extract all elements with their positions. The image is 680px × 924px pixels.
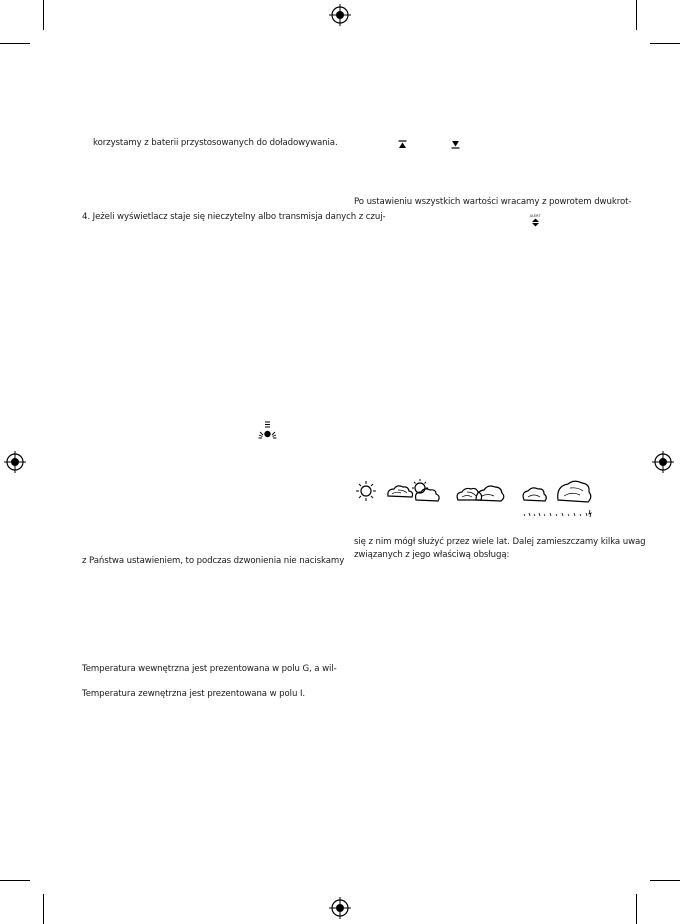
- rain-cloud-icon: [523, 488, 546, 501]
- registration-mark-icon: [4, 451, 26, 473]
- sun-cloud-icon: [388, 479, 439, 501]
- text-line-battery: korzystamy z baterii przystosowanych do doładowywania.: [93, 138, 338, 148]
- crop-mark: [636, 0, 637, 30]
- registration-mark-icon: [652, 451, 674, 473]
- sun-icon: [356, 481, 376, 501]
- rain-drops-icon: [524, 510, 591, 517]
- registration-mark-icon: [329, 4, 351, 26]
- alert-icon: [529, 214, 541, 227]
- cloud-icon: [457, 486, 504, 501]
- arrow-up-icon: [398, 140, 407, 149]
- text-line-alarm: z Państwa ustawieniem, to podczas dzwonienia nie naciskamy: [82, 556, 345, 566]
- text-line-temp-out: Temperatura zewnętrzna jest prezentowana w polu I.: [82, 689, 306, 699]
- alert-label: ALERT: [529, 214, 541, 218]
- text-line-care2: związanych z jego właściwą obsługą:: [354, 550, 510, 560]
- crop-mark: [43, 894, 44, 924]
- crop-mark: [650, 43, 680, 44]
- crop-mark: [43, 0, 44, 30]
- crop-mark: [0, 43, 30, 44]
- text-line-care1: się z nim mógł służyć przez wiele lat. Dalej zamieszczamy kilka uwag: [354, 537, 646, 547]
- storm-cloud-icon: [558, 481, 591, 502]
- registration-mark-icon: [329, 897, 351, 919]
- text-line-item4: 4. Jeżeli wyświetlacz staje się nieczytelny albo transmisja danych z czuj-: [82, 212, 386, 222]
- crop-mark: [0, 880, 30, 881]
- signal-icon: [256, 420, 278, 442]
- crop-mark: [650, 880, 680, 881]
- text-line-settings: Po ustawieniu wszystkich wartości wracamy z powrotem dwukrot-: [354, 197, 632, 207]
- weather-icons: [354, 478, 594, 520]
- arrow-down-icon: [451, 140, 460, 149]
- crop-mark: [636, 894, 637, 924]
- text-line-temp-in: Temperatura wewnętrzna jest prezentowana w polu G, a wil-: [82, 664, 337, 674]
